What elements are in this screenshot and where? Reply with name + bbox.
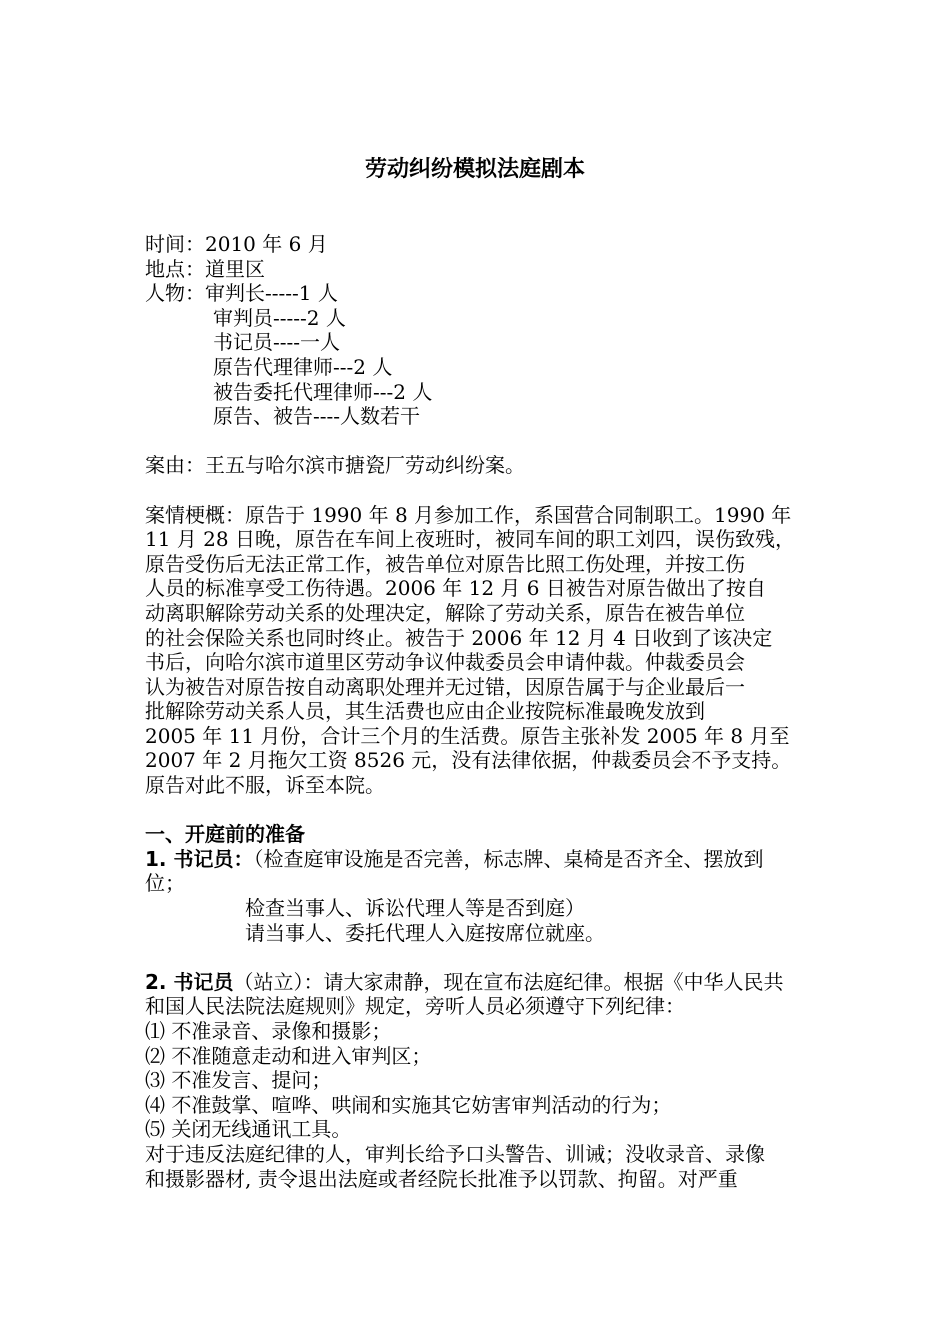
people-item: 审判长-----1 人: [205, 281, 338, 306]
clerk-item-2: [145, 970, 813, 995]
section-pre-trial: [145, 822, 813, 1191]
people-label: 人物：: [145, 281, 205, 306]
item-text: 位；: [145, 871, 185, 896]
case-summary: [145, 503, 813, 798]
item-text: （检查庭审设施是否完善，标志牌、桌椅是否齐全、摆放到: [253, 846, 764, 871]
item-text: 和摄影器材, 责令退出法庭或者经院长批准予以罚款、拘留。对严重: [145, 1166, 738, 1191]
summary-line: 11 月 28 日晚，原告在车间上夜班时，被同车间的职工刘四，误伤致残，: [145, 527, 795, 552]
section-heading: 一、开庭前的准备: [145, 822, 305, 847]
rule-item: ⑶ 不准发言、提问；: [145, 1068, 332, 1093]
spacer: [145, 429, 813, 454]
item-text: 检查当事人、诉讼代理人等是否到庭）: [245, 896, 585, 921]
place-line: 地点：道里区: [145, 256, 265, 281]
summary-line: 原告受伤后无法正常工作，被告单位对原告比照工伤处理，并按工伤: [145, 551, 745, 576]
clerk-item-1: [145, 847, 813, 872]
item-label: 1. 书记员：: [145, 846, 254, 871]
summary-line: 2007 年 2 月拖欠工资 8526 元，没有法律依据，仲裁委员会不予支持。: [145, 748, 792, 773]
item-text: 请当事人、委托代理人入庭按席位就座。: [245, 920, 605, 945]
item-label: 2. 书记员: [145, 969, 234, 994]
rule-item: ⑵ 不准随意走动和进入审判区；: [145, 1043, 432, 1068]
item-text: （站立）：请大家肃静，现在宣布法庭纪律。根据《中华人民共: [233, 969, 784, 994]
document-title: 劳动纠纷模拟法庭剧本: [364, 157, 585, 182]
item-text: 和国人民法院法庭规则》规定，旁听人员必须遵守下列纪律：: [145, 994, 685, 1019]
time-line: 时间：2010 年 6 月: [145, 232, 328, 256]
summary-line: 人员的标准享受工伤待遇。2006 年 12 月 6 日被告对原告做出了按自: [145, 576, 766, 601]
rule-item: ⑴ 不准录音、录像和摄影；: [145, 1019, 392, 1043]
rule-item: ⑸ 关闭无线通讯工具。: [145, 1117, 352, 1142]
summary-line: 批解除劳动关系人员，其生活费也应由企业按院标准最晚发放到: [145, 699, 705, 724]
people-item: 审判员-----2 人: [213, 305, 346, 330]
spacer: [145, 798, 813, 823]
summary-line: 认为被告对原告按自动离职处理并无过错，因原告属于与企业最后一: [145, 674, 745, 699]
case-info: [145, 232, 813, 429]
people-item: 原告代理律师---2 人: [213, 354, 393, 379]
rule-item: ⑷ 不准鼓掌、喧哗、哄闹和实施其它妨害审判活动的行为；: [145, 1092, 672, 1117]
case-reason: 案由：王五与哈尔滨市搪瓷厂劳动纠纷案。: [145, 453, 525, 478]
summary-line: 的社会保险关系也同时终止。被告于 2006 年 12 月 4 日收到了该决定: [145, 625, 773, 650]
summary-line: 案情梗概：原告于 1990 年 8 月参加工作，系国营合同制职工。1990 年: [145, 502, 792, 527]
spacer: [145, 945, 813, 970]
people-line: [145, 281, 813, 306]
summary-line: 书后，向哈尔滨市道里区劳动争议仲裁委员会申请仲裁。仲裁委员会: [145, 650, 745, 675]
people-item: 被告委托代理律师---2 人: [213, 379, 433, 404]
document-body: [145, 232, 813, 1191]
people-item: 原告、被告----人数若干: [213, 404, 421, 429]
people-item: 书记员----一人: [213, 330, 341, 355]
summary-line: 2005 年 11 月份，合计三个月的生活费。原告主张补发 2005 年 8 月至: [145, 723, 790, 748]
summary-line: 动离职解除劳动关系的处理决定，解除了劳动关系，原告在被告单位: [145, 600, 745, 625]
summary-line: 原告对此不服，诉至本院。: [145, 773, 385, 798]
item-text: 对于违反法庭纪律的人，审判长给予口头警告、训诫；没收录音、录像: [145, 1141, 765, 1166]
spacer: [145, 478, 813, 503]
